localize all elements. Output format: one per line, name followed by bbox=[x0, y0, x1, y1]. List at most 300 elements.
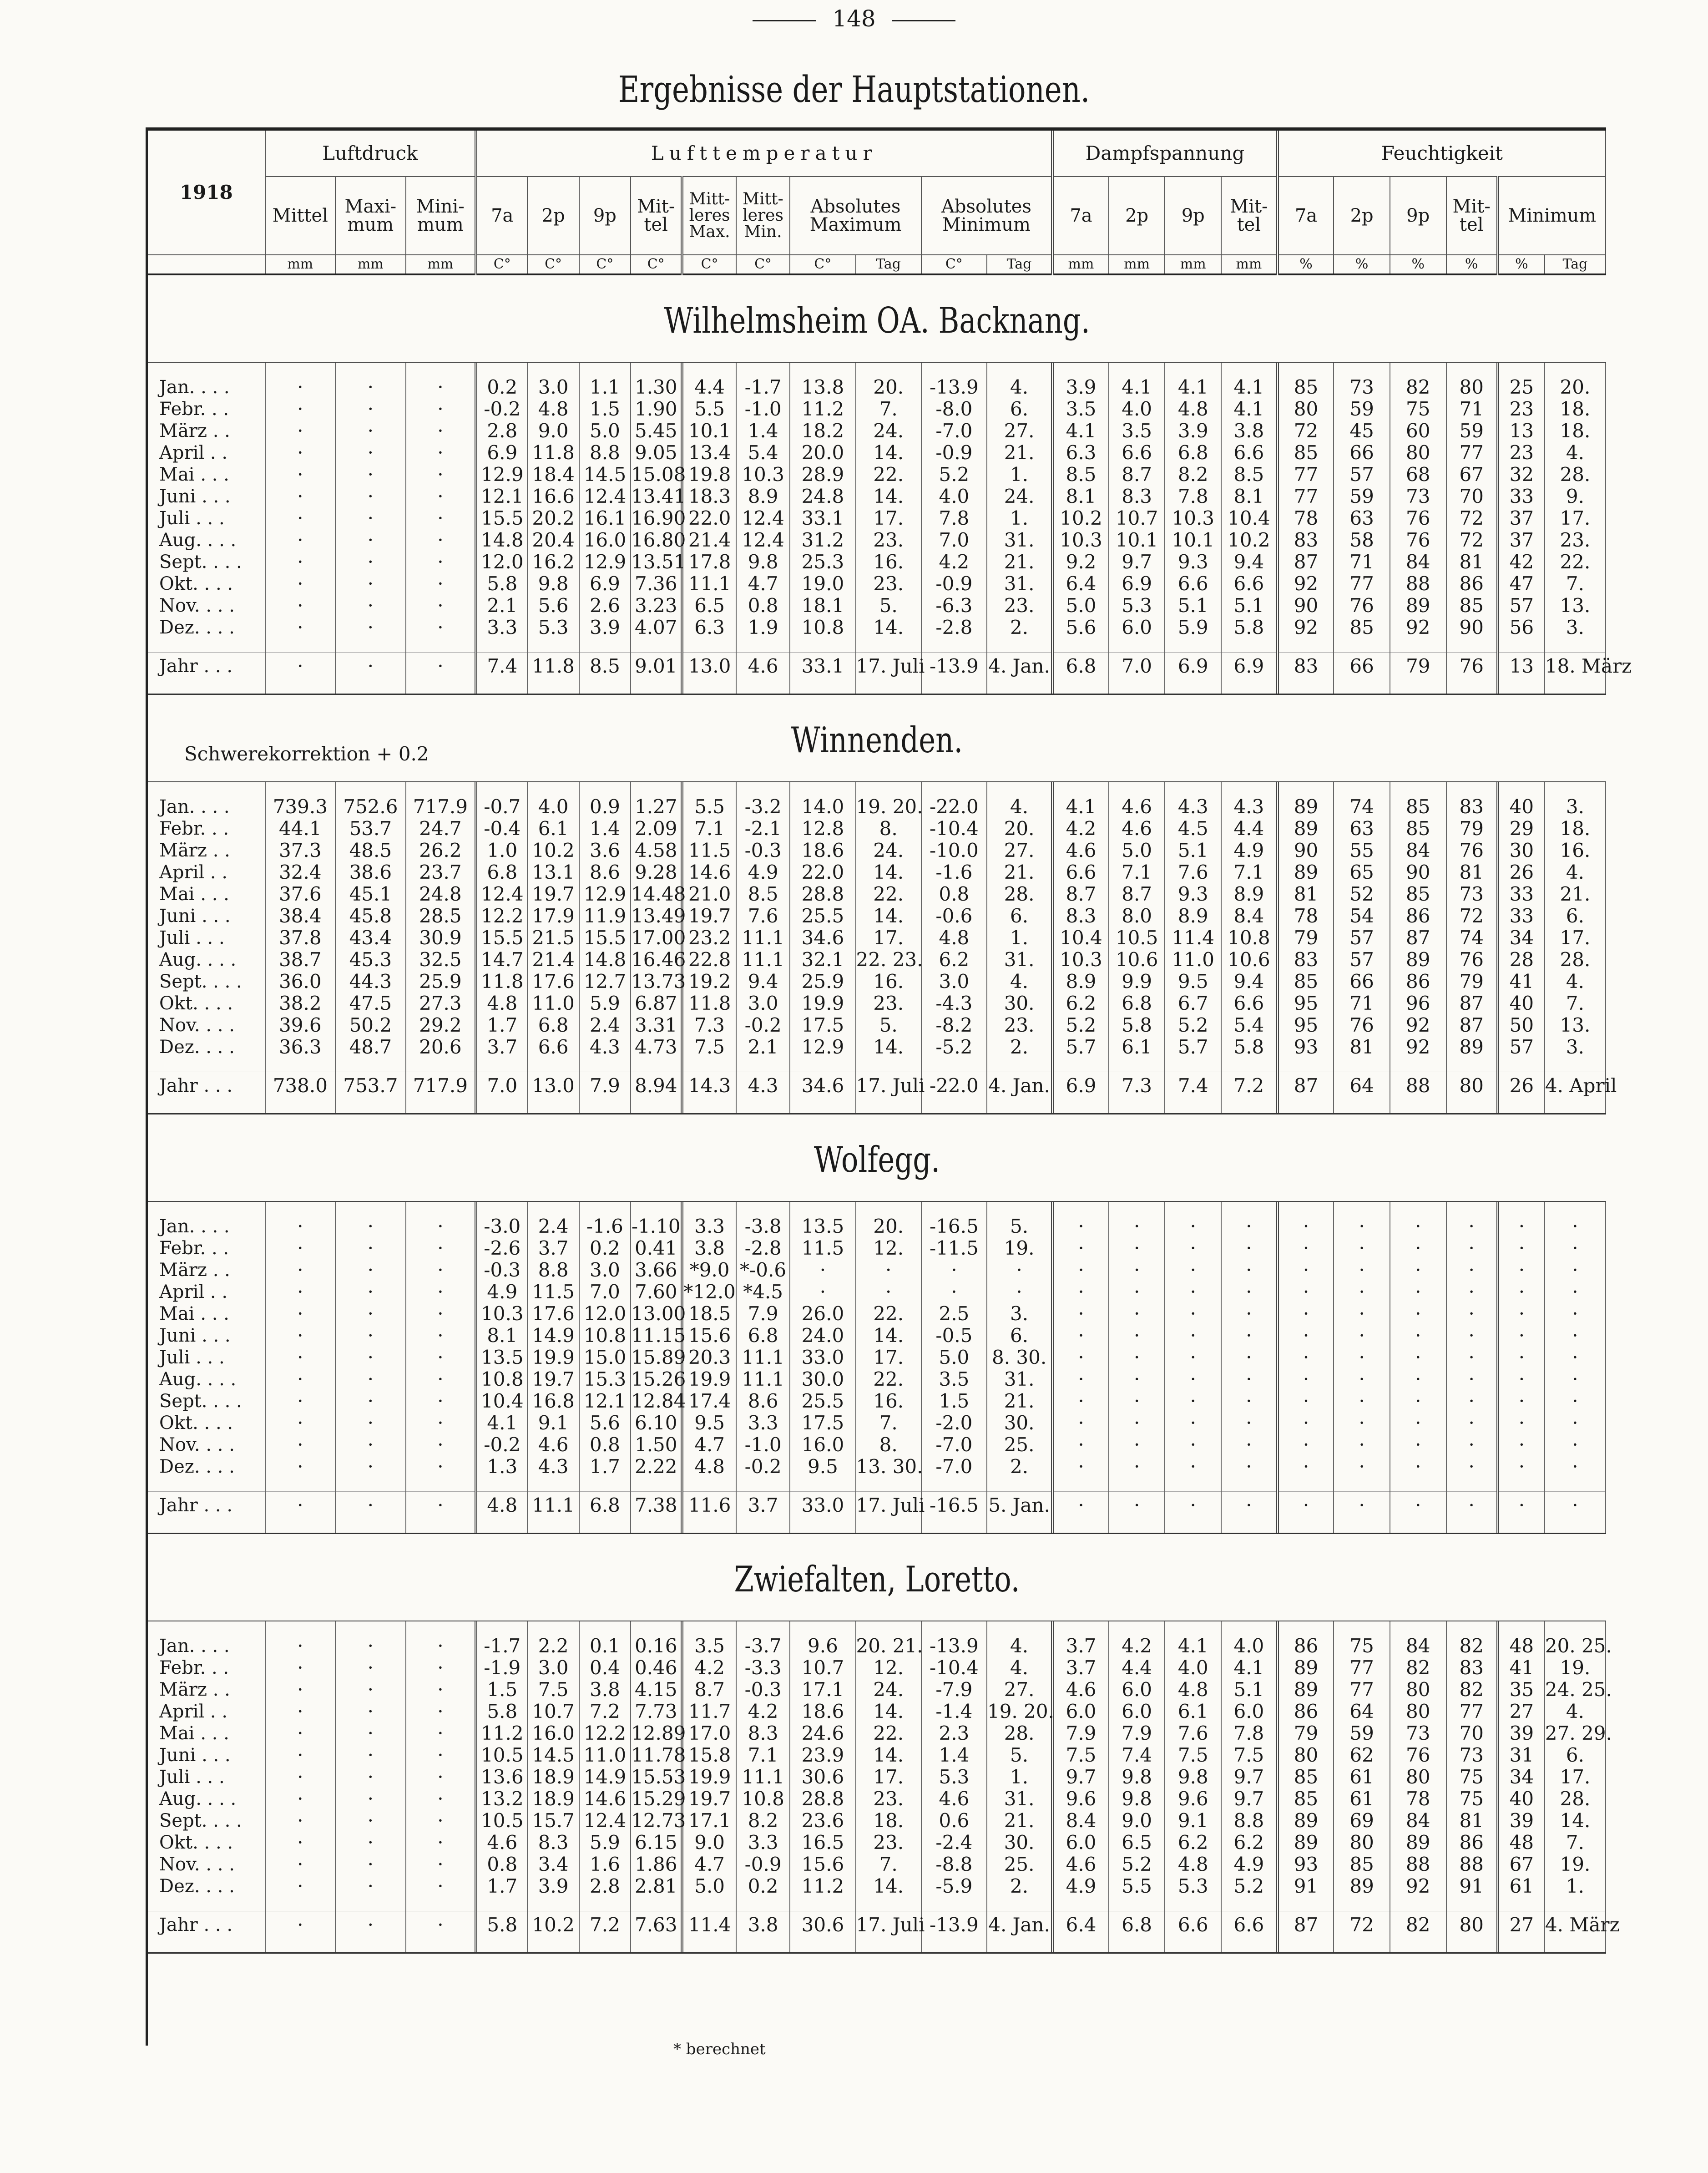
row-label: Dez. . . . bbox=[148, 1875, 265, 1897]
data-cell: 24.6 bbox=[790, 1722, 855, 1744]
data-cell: · bbox=[335, 464, 406, 486]
data-cell: 13.1 bbox=[527, 861, 579, 883]
data-cell: 3.8 bbox=[736, 1911, 790, 1939]
data-cell: 11.8 bbox=[527, 653, 579, 680]
data-cell: · bbox=[1334, 1412, 1390, 1434]
data-cell: 22.0 bbox=[682, 507, 736, 529]
data-cell: 13. bbox=[1545, 1014, 1606, 1036]
data-cell: *4.5 bbox=[736, 1281, 790, 1303]
row-label: Juli . . . bbox=[148, 1766, 265, 1788]
data-cell: 6.9 bbox=[579, 573, 631, 595]
data-cell: · bbox=[265, 1679, 336, 1701]
data-cell: · bbox=[1498, 1368, 1545, 1390]
data-cell: 9.0 bbox=[1109, 1810, 1165, 1832]
data-cell: 13. 30. bbox=[856, 1455, 923, 1478]
data-cell: -0.3 bbox=[476, 1259, 527, 1281]
data-cell: 1.4 bbox=[579, 818, 631, 840]
data-cell: 22. bbox=[1545, 551, 1606, 573]
data-cell: 15.6 bbox=[790, 1854, 855, 1875]
data-cell: 74 bbox=[1334, 796, 1390, 818]
data-cell: 2. bbox=[987, 1456, 1052, 1478]
data-cell: 59 bbox=[1334, 486, 1390, 507]
data-cell: · bbox=[1221, 1368, 1278, 1390]
data-cell: 17. Juli bbox=[856, 1072, 921, 1100]
data-cell: · bbox=[265, 1635, 336, 1657]
data-cell: 52 bbox=[1334, 883, 1390, 905]
data-cell: 2.4 bbox=[579, 1014, 631, 1036]
data-cell: 1.6 bbox=[579, 1854, 631, 1875]
data-cell: 1.4 bbox=[736, 420, 790, 442]
data-cell: 9.1 bbox=[527, 1412, 579, 1434]
data-cell: 80 bbox=[1278, 398, 1334, 420]
data-cell: 17. bbox=[856, 927, 921, 949]
data-cell: 7.1 bbox=[736, 1744, 790, 1766]
data-cell: · bbox=[406, 1237, 476, 1259]
data-cell: 31. bbox=[987, 573, 1052, 595]
data-cell: 6.6 bbox=[1221, 1911, 1278, 1939]
data-cell: 4. Jan. bbox=[987, 1911, 1052, 1939]
data-cell: 5.3 bbox=[527, 617, 579, 638]
data-cell: 10.5 bbox=[476, 1810, 527, 1832]
data-cell: 92 bbox=[1278, 573, 1334, 595]
data-cell: 30. bbox=[987, 1412, 1052, 1434]
station-title-band bbox=[148, 275, 1606, 363]
data-cell: 85 bbox=[1334, 617, 1390, 638]
data-cell: 4.6 bbox=[476, 1832, 527, 1854]
data-cell: · bbox=[1052, 1259, 1109, 1281]
data-cell: 19. bbox=[1545, 1657, 1606, 1679]
unit-cell: C° bbox=[476, 255, 527, 274]
data-cell: 6.6 bbox=[1109, 442, 1165, 464]
data-cell: 6.15 bbox=[631, 1832, 682, 1854]
table-row bbox=[148, 1657, 1606, 1679]
data-cell: 24. bbox=[987, 486, 1052, 507]
data-cell: 6.9 bbox=[1109, 573, 1165, 595]
data-cell: · bbox=[265, 486, 336, 507]
data-cell: 33 bbox=[1498, 905, 1545, 927]
data-cell: · bbox=[1390, 1412, 1446, 1434]
data-cell: · bbox=[1109, 1347, 1165, 1368]
data-cell: 10.7 bbox=[527, 1701, 579, 1722]
data-cell: · bbox=[1334, 1347, 1390, 1368]
data-cell: 3.0 bbox=[527, 1657, 579, 1679]
data-cell: 81 bbox=[1446, 861, 1498, 883]
data-cell: 6.6 bbox=[1221, 573, 1278, 595]
data-cell: 7. bbox=[1545, 573, 1606, 595]
data-cell: 54 bbox=[1334, 905, 1390, 927]
unit-cell: mm bbox=[1165, 255, 1221, 274]
data-cell: 3.7 bbox=[736, 1492, 790, 1520]
data-cell: 8.4 bbox=[1052, 1810, 1109, 1832]
col-t9: 9p bbox=[579, 177, 631, 255]
data-cell: 11.8 bbox=[682, 993, 736, 1014]
row-label: Sept. . . . bbox=[148, 1810, 265, 1832]
data-cell: · bbox=[265, 1281, 336, 1303]
data-cell: -1.9 bbox=[476, 1657, 527, 1679]
data-cell: · bbox=[265, 1368, 336, 1390]
data-cell: 43.4 bbox=[335, 927, 406, 949]
data-cell: 2.6 bbox=[579, 595, 631, 617]
data-cell: 4.6 bbox=[527, 1434, 579, 1456]
data-cell: 5.4 bbox=[736, 442, 790, 464]
data-cell: 10.4 bbox=[1052, 927, 1109, 949]
data-cell: 4.73 bbox=[631, 1036, 682, 1058]
data-cell: 19.7 bbox=[682, 905, 736, 927]
data-cell: 12.9 bbox=[790, 1036, 855, 1058]
data-cell: 60 bbox=[1390, 420, 1446, 442]
data-cell: 6. bbox=[1545, 1744, 1606, 1766]
data-cell: 23. bbox=[856, 573, 921, 595]
data-cell: -1.7 bbox=[736, 376, 790, 398]
data-cell: 8.3 bbox=[736, 1722, 790, 1744]
data-cell: · bbox=[1109, 1281, 1165, 1303]
data-cell: 7.5 bbox=[1221, 1744, 1278, 1766]
data-cell: 86 bbox=[1446, 573, 1498, 595]
data-cell: 32.1 bbox=[790, 949, 855, 971]
data-cell: 0.8 bbox=[921, 883, 987, 905]
data-cell: *12.0 bbox=[682, 1281, 736, 1303]
data-cell: 10.4 bbox=[1221, 507, 1278, 529]
data-cell: 7.8 bbox=[1165, 486, 1221, 507]
data-cell: 20.3 bbox=[682, 1347, 736, 1368]
data-cell: 21. bbox=[987, 1390, 1052, 1412]
data-cell: 15.26 bbox=[631, 1368, 686, 1390]
data-cell: 14. bbox=[856, 905, 921, 927]
data-cell: 4. bbox=[1545, 861, 1606, 883]
table-row bbox=[148, 1036, 1606, 1058]
data-cell: 13.2 bbox=[476, 1788, 527, 1810]
data-cell: · bbox=[1446, 1412, 1498, 1434]
annual-row bbox=[148, 1072, 1606, 1100]
data-cell: -22.0 bbox=[921, 796, 987, 818]
data-cell: · bbox=[335, 1744, 406, 1766]
data-cell: 8.8 bbox=[527, 1259, 579, 1281]
data-cell: · bbox=[335, 1390, 406, 1412]
data-cell: · bbox=[1165, 1347, 1221, 1368]
unit-cell: C° bbox=[579, 255, 631, 274]
data-cell: 4. Jan. bbox=[987, 1072, 1052, 1100]
data-cell: -5.9 bbox=[921, 1875, 987, 1897]
data-cell: 20.2 bbox=[527, 507, 579, 529]
data-cell: 9.2 bbox=[1052, 551, 1109, 573]
data-cell: · bbox=[265, 376, 336, 398]
data-cell: 89 bbox=[1334, 1875, 1390, 1897]
data-cell: 739.3 bbox=[265, 796, 336, 818]
data-cell: 23. bbox=[856, 1832, 921, 1854]
data-cell: -7.0 bbox=[921, 420, 987, 442]
data-cell: 31. bbox=[987, 1368, 1052, 1390]
data-cell: 89 bbox=[1278, 1657, 1334, 1679]
data-cell: 6.1 bbox=[1109, 1036, 1165, 1058]
data-cell: · bbox=[406, 1744, 476, 1766]
data-cell: 17.5 bbox=[790, 1412, 855, 1434]
data-cell: 2.8 bbox=[579, 1875, 631, 1897]
row-label: April . . bbox=[148, 1701, 265, 1722]
data-cell: -5.2 bbox=[921, 1036, 987, 1058]
data-cell: 6.7 bbox=[1165, 993, 1221, 1014]
data-cell: 67 bbox=[1498, 1854, 1545, 1875]
data-cell: 13 bbox=[1498, 420, 1545, 442]
data-cell: 32 bbox=[1498, 464, 1545, 486]
data-cell: 9.6 bbox=[1052, 1788, 1109, 1810]
data-cell: 89 bbox=[1278, 1832, 1334, 1854]
data-cell: 18.3 bbox=[682, 486, 736, 507]
row-label: Juni . . . bbox=[148, 1744, 265, 1766]
data-cell: -13.9 bbox=[921, 376, 987, 398]
data-cell: 88 bbox=[1446, 1854, 1498, 1875]
data-cell: 6.9 bbox=[1165, 653, 1221, 680]
data-cell: 5.0 bbox=[682, 1875, 736, 1897]
data-cell: 6.4 bbox=[1052, 573, 1109, 595]
data-cell: 77 bbox=[1278, 464, 1334, 486]
data-cell: 25. bbox=[987, 1854, 1052, 1875]
data-cell: 56 bbox=[1498, 617, 1545, 638]
data-cell: 76 bbox=[1390, 529, 1446, 551]
data-cell: · bbox=[790, 1281, 855, 1303]
data-cell: 4.2 bbox=[1109, 1635, 1165, 1657]
data-cell: 80 bbox=[1390, 1701, 1446, 1722]
data-cell: 26.2 bbox=[406, 840, 476, 861]
station-title-band bbox=[148, 1534, 1606, 1621]
data-cell: · bbox=[1052, 1456, 1109, 1478]
col-d7: 7a bbox=[1052, 177, 1109, 255]
row-label: Dez. . . . bbox=[148, 1456, 265, 1478]
data-cell: 14. bbox=[856, 1875, 921, 1897]
row-label: Juni . . . bbox=[148, 1325, 265, 1347]
data-cell: 85 bbox=[1390, 818, 1446, 840]
unit-cell: Tag bbox=[987, 255, 1052, 274]
data-cell: · bbox=[1498, 1347, 1545, 1368]
data-cell: 16. bbox=[856, 971, 921, 993]
data-cell: 6.1 bbox=[1165, 1701, 1221, 1722]
data-cell: 18. bbox=[1545, 398, 1606, 420]
table-row bbox=[148, 442, 1606, 464]
data-cell: 3.5 bbox=[1109, 420, 1165, 442]
data-cell: 12.9 bbox=[579, 883, 631, 905]
data-cell: 9. bbox=[1545, 486, 1606, 507]
data-cell: 19.7 bbox=[682, 1788, 736, 1810]
row-label: Aug. . . . bbox=[148, 1788, 265, 1810]
data-cell: 14.5 bbox=[527, 1744, 579, 1766]
data-cell: -2.8 bbox=[921, 617, 987, 638]
data-cell: 84 bbox=[1390, 840, 1446, 861]
col-absmax: Absolutes Maximum bbox=[790, 177, 921, 255]
data-cell: · bbox=[1390, 1368, 1446, 1390]
data-cell: 6.9 bbox=[1052, 1072, 1109, 1100]
data-cell: 85 bbox=[1278, 376, 1334, 398]
year-header: 1918 bbox=[148, 131, 265, 255]
table-row bbox=[148, 861, 1606, 883]
group-lufttemperatur: Lufttemperatur bbox=[476, 131, 1052, 177]
data-cell: · bbox=[1446, 1325, 1498, 1347]
data-cell: 81 bbox=[1446, 551, 1498, 573]
data-cell: · bbox=[265, 1832, 336, 1854]
data-cell: 40 bbox=[1498, 796, 1545, 818]
data-cell: 16.0 bbox=[527, 1722, 579, 1744]
row-label: Mai . . . bbox=[148, 464, 265, 486]
data-cell: 19. 20. bbox=[987, 1700, 1054, 1722]
data-cell: · bbox=[406, 398, 476, 420]
data-cell: 3.3 bbox=[736, 1832, 790, 1854]
data-cell: 14.48 bbox=[631, 883, 686, 905]
data-cell: 39 bbox=[1498, 1722, 1545, 1744]
data-cell: 5.0 bbox=[1109, 840, 1165, 861]
data-cell: 38.7 bbox=[265, 949, 336, 971]
data-cell: -1.6 bbox=[579, 1216, 631, 1237]
col-fmin: Minimum bbox=[1498, 177, 1606, 255]
data-cell: 16. bbox=[1545, 840, 1606, 861]
data-cell: 31. bbox=[987, 1788, 1052, 1810]
data-cell: · bbox=[1545, 1368, 1606, 1390]
data-cell: 14. bbox=[856, 1036, 921, 1058]
data-cell: 19.7 bbox=[527, 1368, 579, 1390]
data-cell: 9.4 bbox=[1221, 971, 1278, 993]
data-cell: 18.5 bbox=[682, 1303, 736, 1325]
data-cell: -3.8 bbox=[736, 1216, 790, 1237]
data-cell: 10.8 bbox=[1221, 927, 1278, 949]
group-feuchtigkeit: Feuchtigkeit bbox=[1278, 131, 1606, 177]
data-cell: 4. bbox=[987, 971, 1052, 993]
data-cell: 7. bbox=[856, 1854, 921, 1875]
data-cell: · bbox=[1052, 1492, 1109, 1520]
data-cell: 3.5 bbox=[921, 1368, 987, 1390]
data-cell: 8.9 bbox=[1165, 905, 1221, 927]
data-cell: 8.7 bbox=[682, 1679, 736, 1701]
table-row bbox=[148, 1810, 1606, 1832]
data-cell: 8.0 bbox=[1109, 905, 1165, 927]
data-cell: · bbox=[335, 1303, 406, 1325]
data-cell: · bbox=[406, 1854, 476, 1875]
table-row bbox=[148, 905, 1606, 927]
data-cell: · bbox=[335, 1832, 406, 1854]
data-cell: · bbox=[335, 1635, 406, 1657]
data-cell: 18.9 bbox=[527, 1766, 579, 1788]
data-cell: · bbox=[406, 1259, 476, 1281]
data-cell: 1.7 bbox=[476, 1875, 527, 1897]
unit-cell: mm bbox=[265, 255, 336, 274]
data-cell: 23. bbox=[987, 595, 1052, 617]
data-cell: 23. bbox=[1545, 529, 1606, 551]
row-label: März . . bbox=[148, 420, 265, 442]
data-cell: 19. bbox=[1545, 1854, 1606, 1875]
data-cell: 9.8 bbox=[1109, 1766, 1165, 1788]
data-cell: 18.1 bbox=[790, 595, 855, 617]
data-cell: 1.4 bbox=[921, 1744, 987, 1766]
data-cell: 5.2 bbox=[1165, 1014, 1221, 1036]
data-cell: 717.9 bbox=[406, 1072, 476, 1100]
data-cell: 1. bbox=[987, 1766, 1052, 1788]
data-cell: · bbox=[406, 1657, 476, 1679]
data-cell: 7.2 bbox=[1221, 1072, 1278, 1100]
unit-cell: % bbox=[1334, 255, 1390, 274]
data-cell: · bbox=[265, 464, 336, 486]
data-cell: 92 bbox=[1390, 1014, 1446, 1036]
data-cell: 717.9 bbox=[406, 796, 476, 818]
data-cell: -7.9 bbox=[921, 1679, 987, 1701]
table-row bbox=[148, 617, 1606, 638]
data-cell: 3.0 bbox=[527, 376, 579, 398]
data-cell: 13.8 bbox=[790, 376, 855, 398]
data-cell: 20.6 bbox=[406, 1036, 476, 1058]
data-cell: -2.1 bbox=[736, 818, 790, 840]
data-cell: 33.0 bbox=[790, 1492, 855, 1520]
data-cell: 2. bbox=[987, 617, 1052, 638]
data-cell: 8. bbox=[856, 818, 921, 840]
data-cell: 10.8 bbox=[736, 1788, 790, 1810]
data-cell: · bbox=[1446, 1492, 1498, 1520]
data-cell: 13. bbox=[1545, 595, 1606, 617]
data-cell: 5.7 bbox=[1165, 1036, 1221, 1058]
data-cell: · bbox=[335, 1368, 406, 1390]
data-cell: 15.6 bbox=[682, 1325, 736, 1347]
data-cell: 9.6 bbox=[1165, 1788, 1221, 1810]
data-cell: 14. bbox=[856, 442, 921, 464]
data-cell: 10.1 bbox=[1165, 529, 1221, 551]
data-cell: · bbox=[265, 1303, 336, 1325]
data-cell: · bbox=[1052, 1368, 1109, 1390]
row-label: Aug. . . . bbox=[148, 1368, 265, 1390]
data-cell: 37.3 bbox=[265, 840, 336, 861]
data-cell: · bbox=[335, 420, 406, 442]
data-cell: · bbox=[1390, 1237, 1446, 1259]
data-cell: 76 bbox=[1390, 507, 1446, 529]
data-cell: 17.6 bbox=[527, 971, 579, 993]
data-cell: 33.1 bbox=[790, 653, 855, 680]
data-cell: 44.3 bbox=[335, 971, 406, 993]
data-cell: 72 bbox=[1446, 507, 1498, 529]
data-cell: · bbox=[1221, 1303, 1278, 1325]
data-cell: 9.28 bbox=[631, 861, 682, 883]
data-cell: 33.0 bbox=[790, 1347, 855, 1368]
data-cell: · bbox=[335, 1788, 406, 1810]
data-cell: · bbox=[406, 1911, 476, 1939]
data-cell: · bbox=[1545, 1492, 1606, 1520]
table-row bbox=[148, 927, 1606, 949]
data-cell: 90 bbox=[1278, 595, 1334, 617]
data-cell: · bbox=[335, 573, 406, 595]
data-cell: · bbox=[1498, 1303, 1545, 1325]
data-cell: 45 bbox=[1334, 420, 1390, 442]
data-cell: 12.89 bbox=[631, 1722, 686, 1744]
data-cell: · bbox=[406, 617, 476, 638]
data-cell: · bbox=[921, 1281, 987, 1303]
row-label: Jan. . . . bbox=[148, 376, 265, 398]
data-cell: -16.5 bbox=[921, 1216, 987, 1237]
data-cell: 14.6 bbox=[579, 1788, 631, 1810]
data-cell: · bbox=[1390, 1303, 1446, 1325]
data-cell: 3.0 bbox=[921, 971, 987, 993]
data-cell: -0.4 bbox=[476, 818, 527, 840]
data-cell: 9.3 bbox=[1165, 883, 1221, 905]
data-cell: -1.10 bbox=[631, 1216, 682, 1237]
data-cell: 3.6 bbox=[579, 840, 631, 861]
data-cell: 4.9 bbox=[1221, 1854, 1278, 1875]
station-name: Winnenden. bbox=[791, 720, 963, 761]
data-cell: 17.8 bbox=[682, 551, 736, 573]
data-cell: 73 bbox=[1334, 376, 1390, 398]
data-cell: 3.3 bbox=[736, 1412, 790, 1434]
data-cell: 70 bbox=[1446, 486, 1498, 507]
data-cell: 8.5 bbox=[1052, 464, 1109, 486]
data-cell: 21. bbox=[987, 1810, 1052, 1832]
data-cell: 9.1 bbox=[1165, 1810, 1221, 1832]
table-row bbox=[148, 1216, 1606, 1237]
data-cell: 3.5 bbox=[1052, 398, 1109, 420]
data-cell: 7.9 bbox=[1052, 1722, 1109, 1744]
data-cell: · bbox=[1446, 1259, 1498, 1281]
data-cell: 59 bbox=[1446, 420, 1498, 442]
data-cell: · bbox=[1165, 1368, 1221, 1390]
